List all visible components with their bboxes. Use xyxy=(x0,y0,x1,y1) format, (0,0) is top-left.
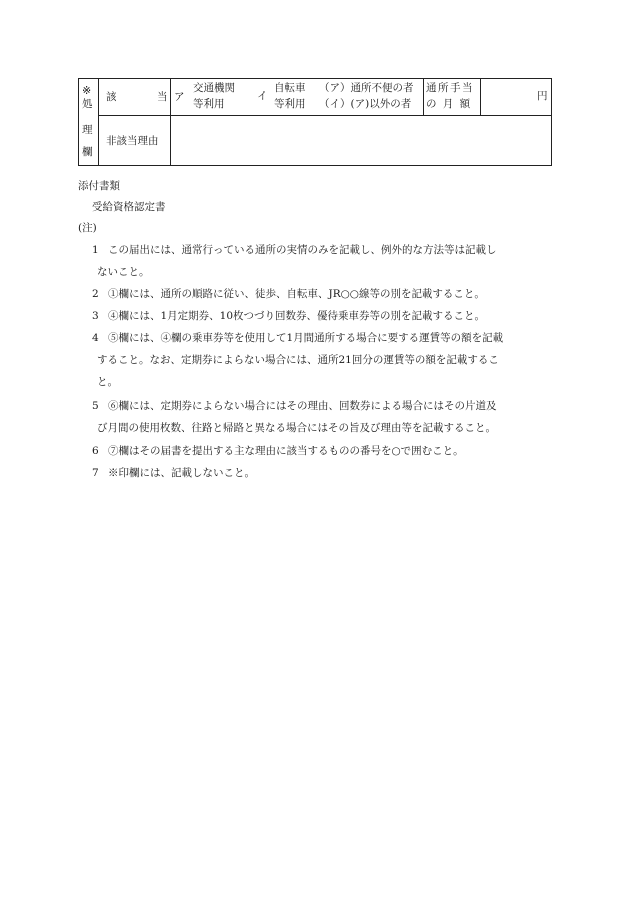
allowance-yen-unit: 円 xyxy=(537,90,548,102)
note-text-line: と。 xyxy=(97,376,118,388)
office-use-mark: ※ xyxy=(82,84,92,97)
note-number: 4 xyxy=(92,332,99,344)
note-number: 6 xyxy=(92,445,99,457)
option-i-mark: イ xyxy=(257,90,268,102)
note-text-line: ないこと。 xyxy=(97,266,150,278)
note-text-line: ⑦欄はその届書を提出する主な理由に該当するものの番号を○で囲むこと。 xyxy=(108,445,464,457)
allowance-divider-left xyxy=(423,78,424,116)
option-i-line2: 等利用 xyxy=(274,98,306,110)
non-applicable-reason-label: 非該当理由 xyxy=(106,135,159,147)
option-a-line2: 等利用 xyxy=(193,98,225,110)
note-text-line: ⑤欄には、④欄の乗車券等を使用して1月間通所する場合に要する運賃等の額を記載 xyxy=(108,332,504,344)
table-border-right xyxy=(551,78,552,166)
office-use-char-2: 理 xyxy=(82,124,93,136)
office-use-char-1: 処 xyxy=(82,98,93,110)
allowance-label-line2: の 月 額 xyxy=(426,98,472,110)
note-text-line: この届出には、通常行っている通所の実情のみを記載し、例外的な方法等は記載し xyxy=(108,244,497,256)
attachments-item: 受給資格認定書 xyxy=(92,201,166,213)
sub-option-a: （ア）通所不便の者 xyxy=(319,82,414,94)
note-text-line: すること。なお、定期券によらない場合には、通所21回分の運賃等の額を記載するこ xyxy=(97,354,499,366)
notes-heading: (注) xyxy=(78,222,97,234)
option-a-line1: 交通機関 xyxy=(193,82,235,94)
note-number: 5 xyxy=(92,400,99,412)
attachments-heading: 添付書類 xyxy=(78,180,120,192)
note-text-line: ⑥欄には、定期券によらない場合にはその理由、回数券による場合にはその片道及 xyxy=(108,400,497,412)
office-column-divider xyxy=(98,78,99,166)
note-text-line: び月間の使用枚数、往路と帰路と異なる場合にはその旨及び理由等を記載すること。 xyxy=(97,422,496,434)
sub-option-i: （イ）(ア)以外の者 xyxy=(319,98,412,110)
note-number: 7 xyxy=(92,467,99,479)
option-i-line1: 自転車 xyxy=(274,82,306,94)
option-a-mark: ア xyxy=(174,91,185,103)
note-text-line: ④欄には、1月定期券、10枚つづり回数券、優待乗車券等の別を記載すること。 xyxy=(108,310,486,322)
note-number: 2 xyxy=(92,288,99,300)
label-column-divider xyxy=(170,78,171,166)
office-use-char-3: 欄 xyxy=(82,146,93,158)
table-border-left xyxy=(78,78,79,166)
note-number: 3 xyxy=(92,310,99,322)
allowance-label-line1: 通所手当 xyxy=(426,82,474,94)
office-use-table xyxy=(78,78,552,166)
allowance-divider-right xyxy=(480,78,481,116)
table-border-bottom xyxy=(78,165,552,166)
applicable-label-2: 当 xyxy=(157,91,168,103)
note-text-line: ①欄には、通所の順路に従い、徒歩、自転車、JR○○線等の別を記載すること。 xyxy=(108,288,485,300)
table-row-divider xyxy=(98,115,552,116)
applicable-label-1: 該 xyxy=(106,91,117,103)
note-number: 1 xyxy=(92,244,99,256)
note-text-line: ※印欄には、記載しないこと。 xyxy=(108,467,255,479)
